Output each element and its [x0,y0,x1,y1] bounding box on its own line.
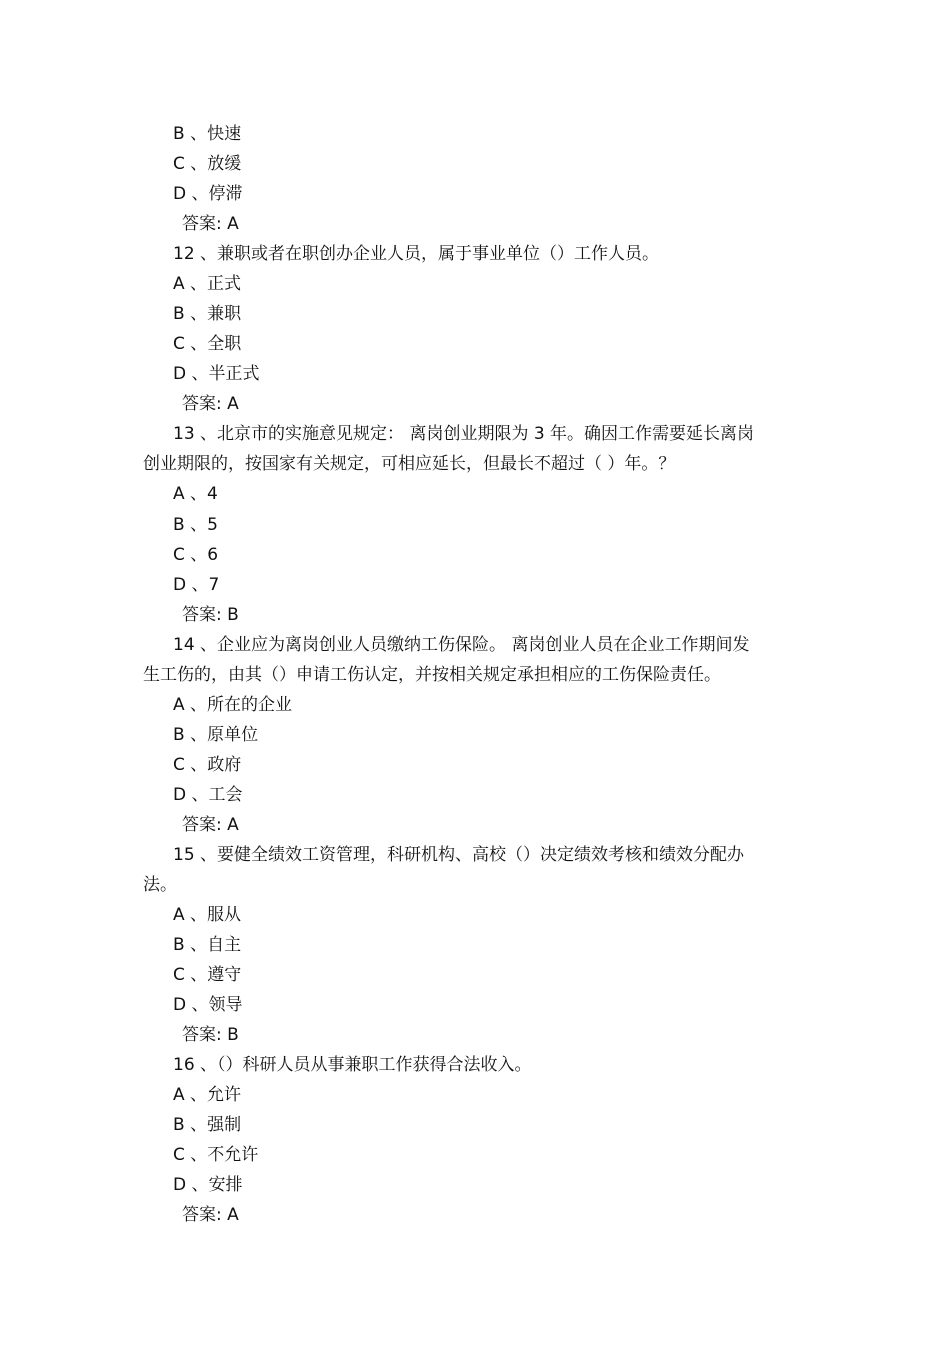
option-line: D 、工会 [173,785,243,805]
option-line: B 、兼职 [173,304,242,324]
option-line: A 、4 [173,484,218,504]
question-line: 13 、北京市的实施意见规定： 离岗创业期限为 3 年。确因工作需要延长离岗 [173,424,755,444]
option-line: A 、正式 [173,274,242,294]
answer-line: 答案: B [182,605,239,625]
option-line: A 、所在的企业 [173,695,293,715]
answer-line: 答案: A [182,1205,239,1225]
option-line: A 、服从 [173,905,242,925]
option-line: D 、领导 [173,995,243,1015]
option-line: D 、半正式 [173,364,260,384]
question-line: 12 、兼职或者在职创办企业人员，属于事业单位（）工作人员。 [173,244,660,264]
option-line: B 、5 [173,515,218,535]
option-line: C 、政府 [173,755,242,775]
option-line: C 、不允许 [173,1145,259,1165]
option-line: B 、强制 [173,1115,242,1135]
question-continuation: 创业期限的，按国家有关规定，可相应延长，但最长不超过（ ）年。？ [143,454,676,474]
option-line: D 、停滞 [173,184,243,204]
option-line: C 、放缓 [173,154,242,174]
option-line: C 、全职 [173,334,242,354]
answer-line: 答案: A [182,214,239,234]
option-line: B 、快速 [173,124,242,144]
answer-line: 答案: B [182,1025,239,1045]
option-line: A 、允许 [173,1085,242,1105]
question-line: 14 、企业应为离岗创业人员缴纳工伤保险。 离岗创业人员在企业工作期间发 [173,635,750,655]
answer-line: 答案: A [182,394,239,414]
question-continuation: 生工伤的，由其（）申请工伤认定，并按相关规定承担相应的工伤保险责任。 [143,665,721,685]
option-line: D 、安排 [173,1175,243,1195]
option-line: B 、自主 [173,935,242,955]
option-line: B 、原单位 [173,725,259,745]
question-continuation: 法。 [143,875,177,895]
question-line: 16 、（）科研人员从事兼职工作获得合法收入。 [173,1055,532,1075]
answer-line: 答案: A [182,815,239,835]
option-line: C 、遵守 [173,965,242,985]
option-line: C 、6 [173,545,219,565]
question-line: 15 、要健全绩效工资管理，科研机构、高校（）决定绩效考核和绩效分配办 [173,845,745,865]
option-line: D 、7 [173,575,220,595]
